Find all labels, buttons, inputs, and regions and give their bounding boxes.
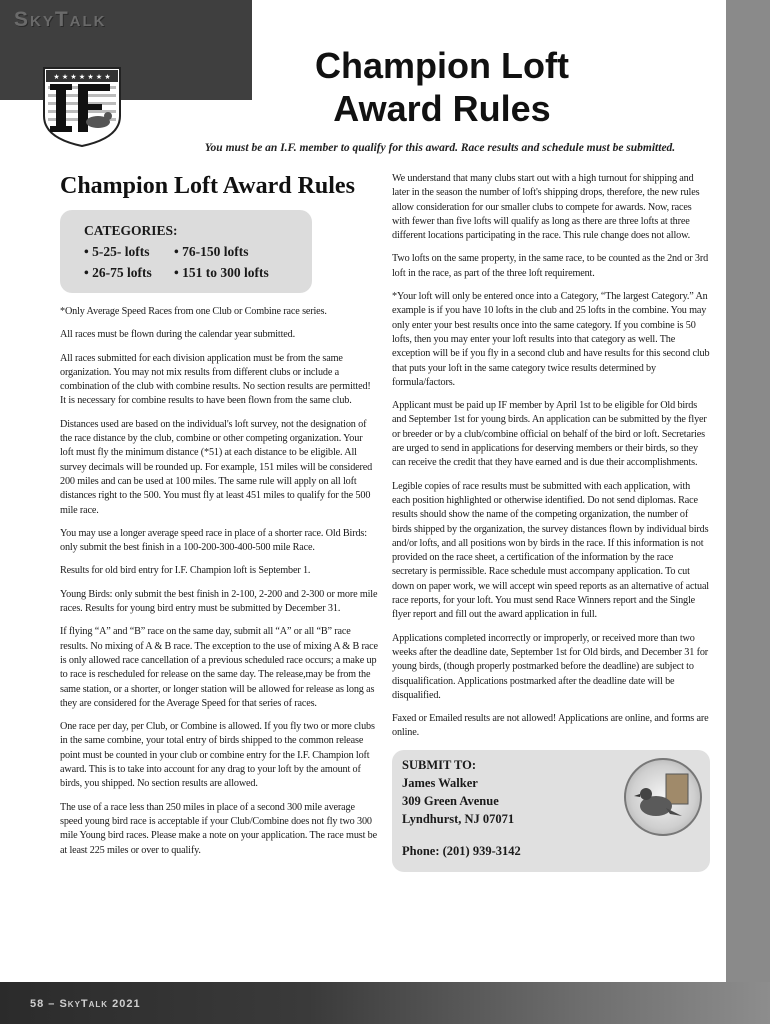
categories-box (60, 210, 312, 293)
rule-paragraph: Two lofts on the same property, in the same race, to be counted as the 2nd or 3rd loft in the race, as part of the three loft requirement. (392, 253, 709, 279)
title-line-2: Award Rules (333, 88, 551, 129)
rule-paragraph: If flying “A” and “B” race on the same day, submit all “A” or all “B” race results. No mixing of A & B race. The exception to the use of mixing A & B race is only allowed race cancellation of a previous scheduled race occurs; a make up to race is rescheduled for release on the same day. The release,may be from the same station, or a shorter, or longer station will be allowed for release as long as they are considered for the Average Speed for that series of races. (60, 626, 378, 709)
rule-paragraph: Results for old bird entry for I.F. Champion loft is September 1. (60, 565, 311, 577)
submit-street: 309 Green Avenue (402, 793, 499, 808)
rule-paragraph: Distances used are based on the individual's loft survey, not the designation of the race distance by the club, combine or other competing organization. Your loft must fly the minimum distance (*51) at each distance to be eligible. All survey decimals will be rounded up. For example, 151 miles will be considered 200 miles and can be used at 100 miles. The same rule will apply on all loft distances right to the 500. You must fly at least 451 miles to qualify for the 500 mile race. (60, 418, 373, 516)
category-item: • 76-150 lofts (174, 244, 249, 259)
rule-paragraph: All races must be flown during the calendar year submitted. (60, 329, 296, 341)
rule-paragraph: Young Birds: only submit the best finish in 2-100, 2-200 and 2-300 or more mile races. Results for young bird entry must be submitted by December 31. (60, 588, 378, 615)
page-footer-text: 58 – SkyTalk 2021 (30, 998, 141, 1010)
if-emblem-logo (42, 64, 122, 148)
page-edge-strip (726, 0, 770, 1024)
categories-heading: CATEGORIES: (84, 223, 178, 238)
rule-paragraph: *Your loft will only be entered once into a Category, “The largest Category.” An example is if you have 10 lofts in the club and 25 lofts in the combine. You may only enter your best results once into the same category. If you combine is 50 lofts, then you may enter your loft results into that category as well. The exception will be if you fly in a second club and have results for this second club that puts your loft in the same category twice results determined by formula/factors. (392, 291, 710, 388)
submit-heading: SUBMIT TO: (402, 757, 476, 772)
rule-paragraph: We understand that many clubs start out with a high turnout for shipping and later in the season the number of loft's shipping drops, therefore, the new rules allow consideration for our smaller clubs to compete for awards. Now, races with fewer than five lofts will qualify as long as there are three lofts at three different locations participating in the race. This rule change does not allow. (392, 173, 700, 242)
footer-bar (0, 982, 770, 1024)
title-line-1: Champion Loft (315, 45, 569, 86)
rule-paragraph: *Only Average Speed Races from one Club or Combine race series. (60, 306, 327, 317)
category-item: • 151 to 300 lofts (174, 265, 269, 280)
left-column (60, 172, 378, 867)
submit-name: James Walker (402, 775, 478, 790)
category-item: • 5-25- lofts (84, 244, 150, 259)
category-item: • 26-75 lofts (84, 265, 152, 280)
rule-paragraph: All races submitted for each division application must be from the same organization. You may not mix results from different clubs or include a combination of the club with combine results. No section results are permitted! It is necessary for combine results to have been flown from the same club. (60, 352, 371, 407)
submit-city: Lyndhurst, NJ 07071 (402, 811, 515, 826)
brand-logo-text: SkyTalk (14, 8, 107, 31)
submit-to-box (392, 750, 710, 872)
submit-phone: Phone: (201) 939-3142 (402, 843, 521, 858)
rule-paragraph: Legible copies of race results must be submitted with each application, with each position highlighted or otherwise identified. Do not send diplomas. Race results should show the name of the competing organization, the number of birds shipped by the organization, the survey distances flown by individual birds and/or lofts, and all positions won by birds in the race. If this information is not provided on the race sheet, a certification of the information by the race secretary is permissible. Race schedule must accompany application. To cut down on paper work, we will accept win speed reports as an alternative of actual race reports, for your loft. You must send Race Winners report and the Single flyer report and fill out the award application in full. (392, 480, 709, 621)
rule-paragraph: One race per day, per Club, or Combine is allowed. If you fly two or more clubs in the same combine, your total entry of birds shipped to the common release point must be counted in your club or combine entry for the I.F. Champion loft award. This is to take into account for any drag to your loft by the amount of birds, you shipped. No section results are allowed. (60, 721, 375, 790)
subtitle: You must be an I.F. member to qualify for this award. Race results and schedule must be submitted. (204, 142, 676, 154)
rule-paragraph: Applicant must be paid up IF member by April 1st to be eligible for Old birds and September 1st for young birds. An application can be submitted by the flyer or breeder or by a club/combine official on behalf of the bird or loft. Secretaries are urged to send in applications for deserving members or their birds, so they can receive the credit that they have earned and is due their accomplishments. (392, 400, 707, 469)
rule-paragraph: You may use a longer average speed race in place of a shorter race. Old Birds: only submit the best finish in a 100-200-300-400-500 mile Race. (60, 527, 367, 554)
rule-paragraph: The use of a race less than 250 miles in place of a second 300 mile average speed young bird race is acceptable if your Club/Combine does not fly two 300 mile Young bird races. Please make a note on your application. The race must be at least 225 miles or over to qualify. (60, 801, 377, 856)
svg-text:★ ★ ★ ★ ★ ★ ★: ★ ★ ★ ★ ★ ★ ★ (53, 73, 111, 81)
right-column (392, 172, 710, 872)
pigeon-plate-image (624, 758, 702, 836)
section-title: Champion Loft Award Rules (60, 173, 355, 199)
pigeon-icon (626, 760, 700, 834)
page-title (262, 44, 622, 130)
rule-paragraph: Faxed or Emailed results are not allowed! Applications are online, and forms are online. (392, 713, 709, 739)
rule-paragraph: Applications completed incorrectly or improperly, or received more than two weeks after the deadline date, September 1st for Old birds, and December 31 for young birds, (though properly postmarked before the deadline) are subject to disqualification. Applications postmarked after the deadline date will be disqualified. (392, 632, 709, 701)
header-banner (0, 0, 252, 100)
